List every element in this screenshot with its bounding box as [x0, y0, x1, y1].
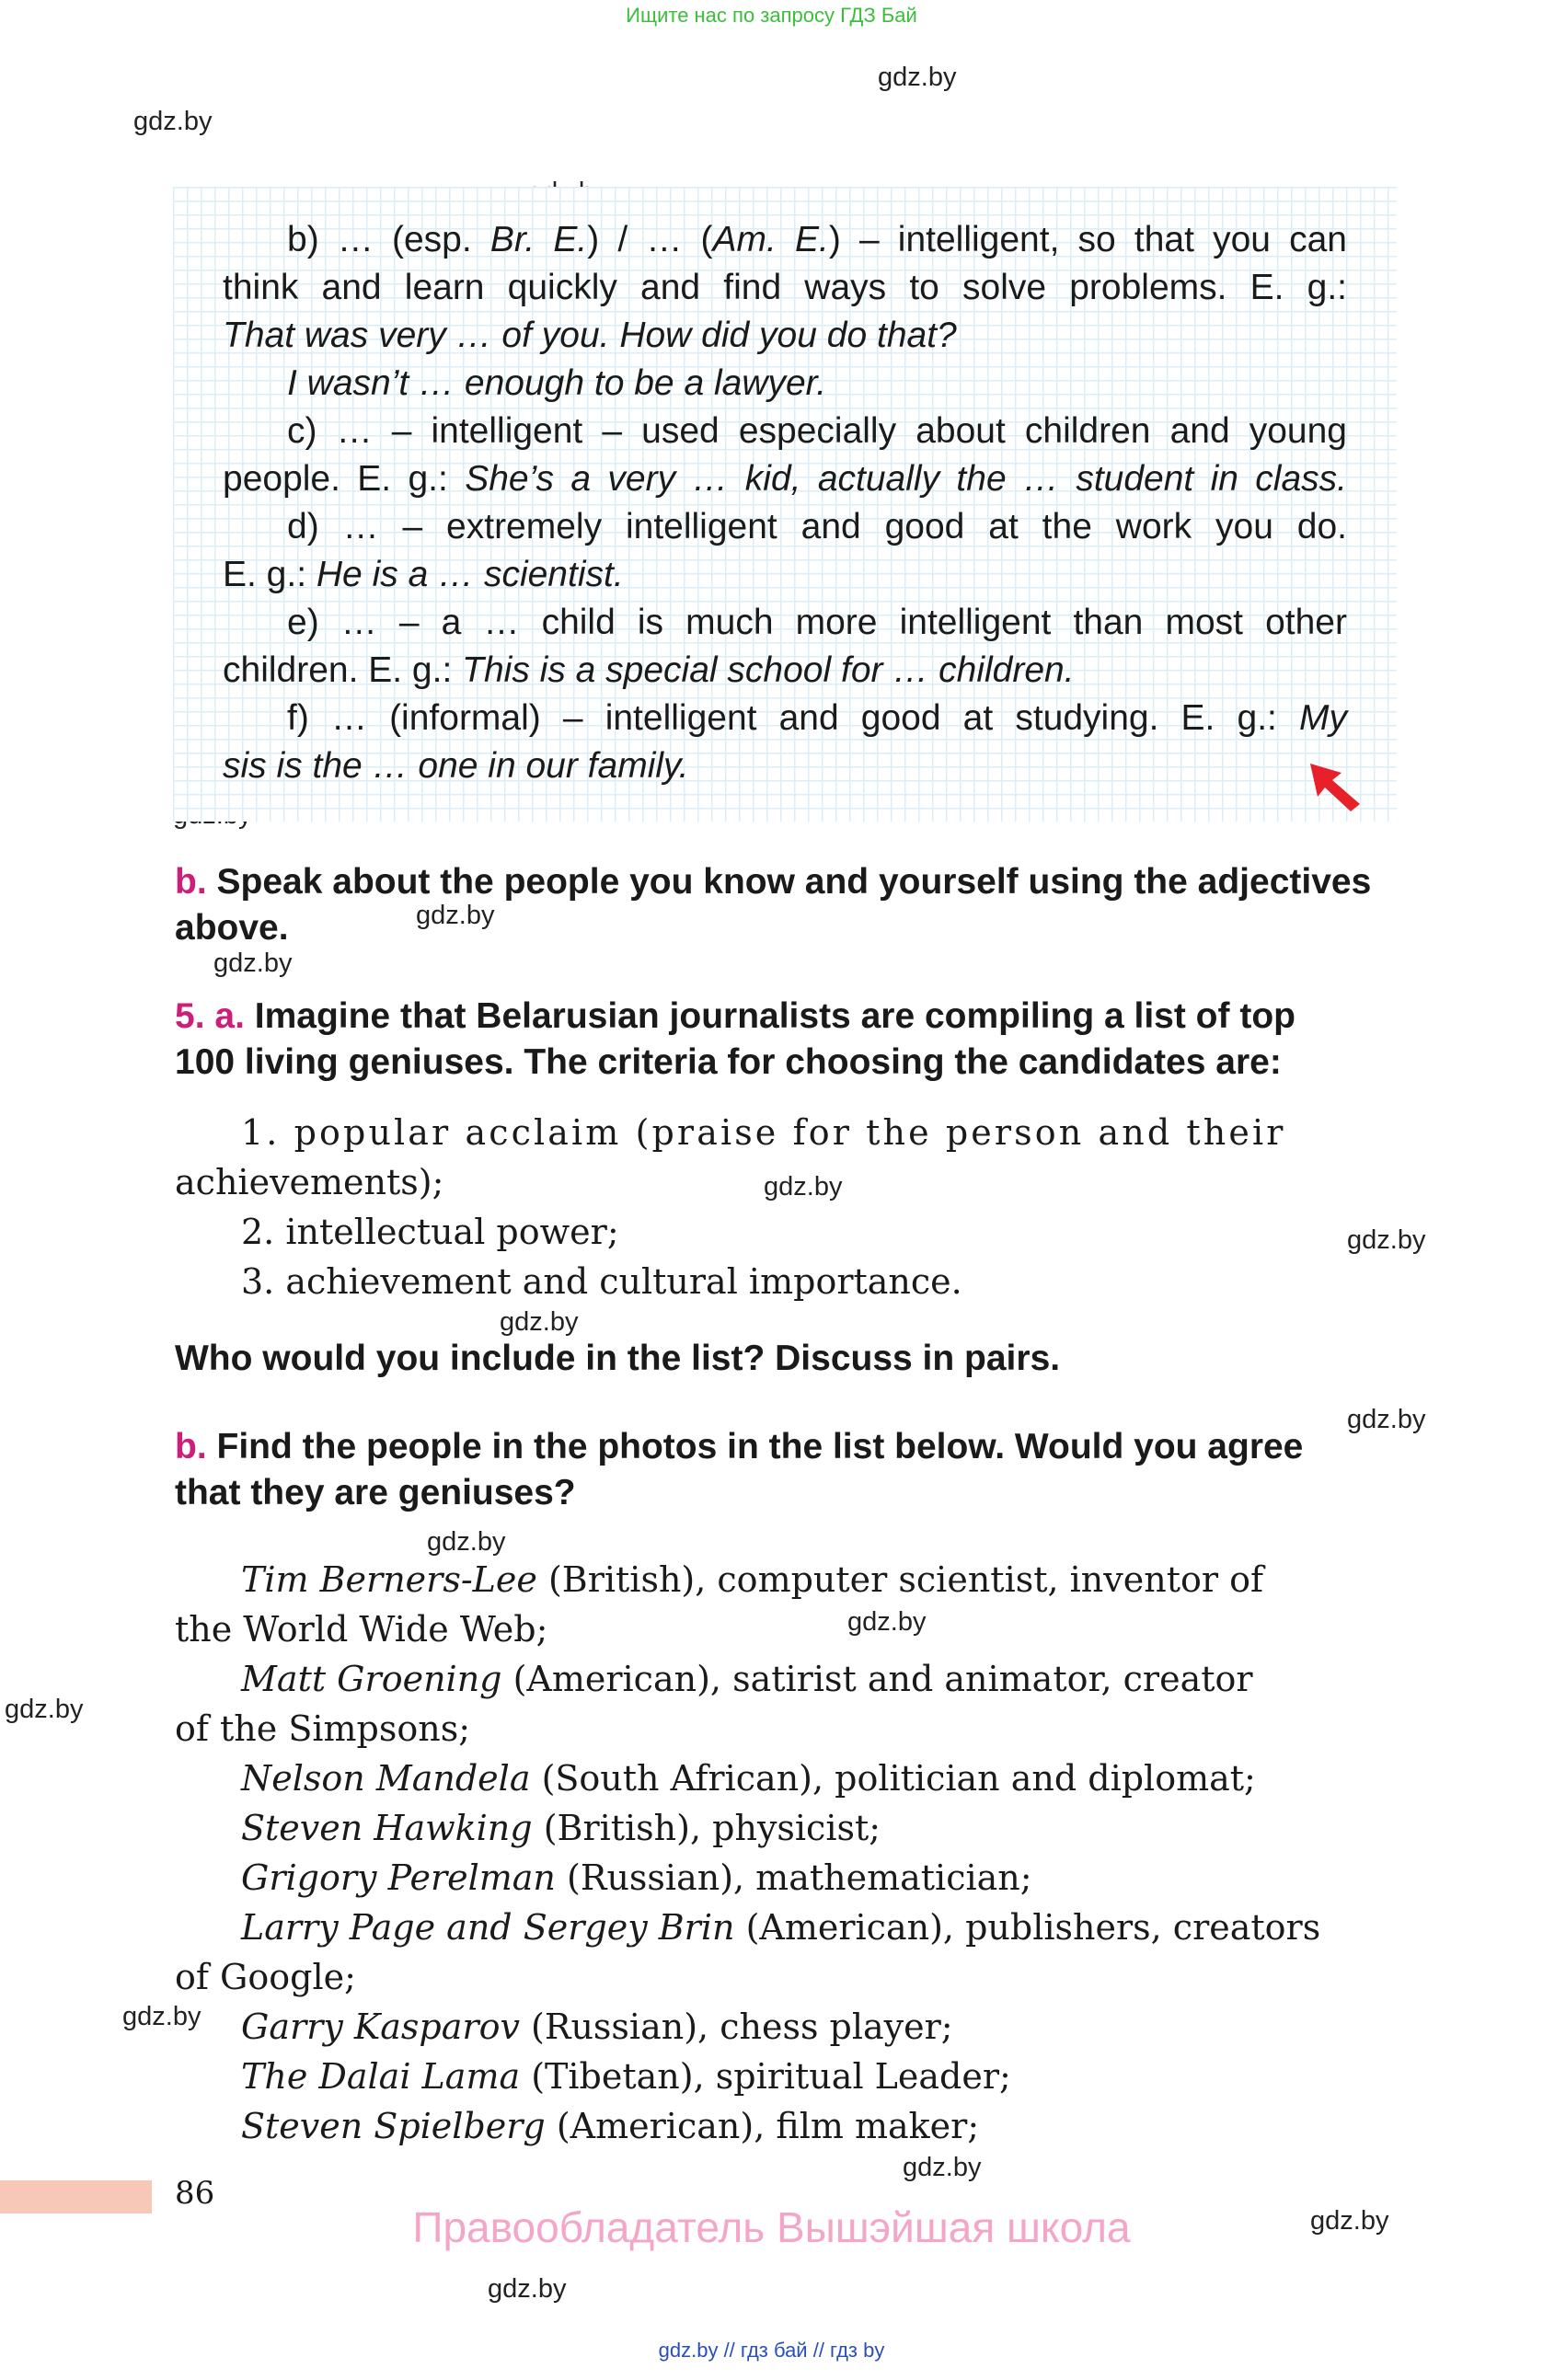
person-description: (American), publishers, creators [734, 1907, 1321, 1948]
person-name: Steven Spielberg [241, 2106, 546, 2146]
person-description: (American), satirist and animator, creator [501, 1659, 1253, 1699]
criteria-item-1: 1. popular acclaim (praise for the person and their [241, 1112, 1286, 1153]
definition-text: f) … (informal) – intelligent and good at studying. E. g.: [287, 698, 1299, 738]
task-4b-text: Speak about the people you know and yourself using the adjectives [216, 862, 1372, 902]
person-description: the World Wide Web; [175, 1609, 548, 1650]
person-entry [241, 1803, 881, 1853]
definition-text: c) … – intelligent – used especially about children and young [287, 411, 1347, 451]
definition-line [287, 408, 1347, 455]
example-text: Am. E. [712, 220, 829, 259]
example-text: This is a special school for … children. [462, 650, 1075, 690]
definition-line [223, 647, 1347, 695]
person-entry [175, 1604, 547, 1654]
person-description: (American), film maker; [545, 2106, 980, 2146]
task-5b-line2: that they are geniuses? [175, 1473, 576, 1512]
watermark: gdz.by [500, 1307, 579, 1337]
definition-line [223, 551, 1347, 599]
example-text: She’s a very … kid, actually the … student in class. [465, 459, 1347, 499]
watermark: gdz.by [133, 107, 213, 136]
definition-text: people. E. g.: [223, 459, 466, 499]
person-name: The Dalai Lama [241, 2056, 521, 2097]
task-5a-text: Imagine that Belarusian journalists are compiling a list of top [254, 996, 1295, 1036]
person-entry [241, 2002, 953, 2052]
task-5b-line1 [175, 1424, 1303, 1470]
definition-text: e) … – a … child is much more intelligent than most other [287, 603, 1347, 642]
definition-line [287, 599, 1347, 647]
definition-text: ) – intelligent, so that you can [828, 220, 1348, 259]
person-entry [241, 1853, 1032, 1903]
person-name: Nelson Mandela [241, 1758, 531, 1799]
top-banner[interactable]: Ищите нас по запросу ГДЗ Бай [626, 4, 917, 27]
criteria-item-2: 2. intellectual power; [241, 1212, 619, 1252]
example-text: Br. E. [489, 220, 588, 259]
definition-text: b) … (esp. [287, 220, 490, 259]
person-description: of Google; [175, 1957, 356, 1997]
person-name: Garry Kasparov [241, 2006, 520, 2047]
bottom-links[interactable]: gdz.by // гдз бай // гдз by [658, 2339, 885, 2362]
definition-line [287, 503, 1347, 551]
person-description: (Russian), chess player; [519, 2006, 953, 2047]
watermark: gdz.by [1347, 1405, 1426, 1434]
person-name: Matt Groening [241, 1659, 502, 1699]
person-entry [241, 1753, 1256, 1803]
person-name: Grigory Perelman [241, 1857, 556, 1898]
watermark: gdz.by [878, 63, 957, 92]
task-5b-text: Find the people in the photos in the list below. Would you agree [216, 1427, 1304, 1466]
page-number: 86 [175, 2175, 215, 2212]
task-5a-line1 [175, 994, 1295, 1040]
example-text: He is a … scientist. [316, 555, 624, 594]
person-entry [175, 1704, 470, 1753]
definition-line [223, 264, 1347, 312]
task-4b-line2: above. [175, 908, 289, 948]
example-text: I wasn’t … enough to be a lawyer. [287, 363, 827, 403]
criteria-item-1-cont: achievements); [175, 1162, 444, 1202]
definition-line [223, 742, 1347, 790]
person-description: (British), physicist; [532, 1808, 881, 1848]
definition-line [287, 216, 1347, 264]
person-entry [241, 1555, 1263, 1604]
watermark: gdz.by [1347, 1225, 1426, 1255]
definition-line [223, 312, 1347, 360]
person-description: (Russian), mathematician; [555, 1857, 1032, 1898]
task-4b-line1 [175, 859, 1371, 905]
watermark: gdz.by [213, 949, 293, 978]
watermark: gdz.by [5, 1695, 84, 1724]
person-description: (South African), politician and diplomat; [530, 1758, 1256, 1799]
person-entry [175, 1952, 356, 2002]
example-text: That was very … of you. How did you do that? [223, 316, 957, 355]
definition-line [287, 695, 1347, 742]
watermark: gdz.by [764, 1172, 843, 1201]
person-description: of the Simpsons; [175, 1708, 471, 1749]
watermark: gdz.by [427, 1527, 506, 1557]
definition-text: ) / … ( [587, 220, 713, 259]
watermark: gdz.by [847, 1607, 927, 1637]
watermark: gdz.by [488, 2274, 567, 2304]
person-name: Larry Page and Sergey Brin [241, 1907, 735, 1948]
task-5-number: 5. [175, 996, 205, 1036]
person-name: Steven Hawking [241, 1808, 533, 1848]
definition-line [287, 360, 1347, 408]
task-5a-label: a. [214, 996, 245, 1036]
definition-text: d) … – extremely intelligent and good at the work you do. [287, 507, 1347, 546]
task-5a-line2: 100 living geniuses. The criteria for choosing the candidates are: [175, 1042, 1282, 1082]
task-5b-label: b. [175, 1427, 207, 1466]
definition-text: E. g.: [223, 555, 317, 594]
example-text: sis is the … one in our family. [223, 746, 689, 786]
discuss-instruction: Who would you include in the list? Discuss in pairs. [175, 1339, 1061, 1378]
watermark: gdz.by [1310, 2206, 1389, 2236]
task-4b-label: b. [175, 862, 207, 902]
person-entry [241, 1903, 1320, 1952]
watermark: gdz.by [903, 2153, 982, 2182]
person-name: Tim Berners-Lee [241, 1559, 537, 1600]
example-text: My [1299, 698, 1347, 738]
definition-text: think and learn quickly and find ways to solve problems. E. g.: [223, 268, 1347, 307]
person-description: (Tibetan), spiritual Leader; [520, 2056, 1011, 2097]
watermark: gdz.by [416, 901, 495, 930]
definition-line [223, 455, 1347, 503]
person-entry [241, 2101, 979, 2151]
person-entry [241, 2052, 1011, 2101]
definition-text: children. E. g.: [223, 650, 463, 690]
person-entry [241, 1654, 1253, 1704]
criteria-item-3: 3. achievement and cultural importance. [241, 1261, 962, 1302]
red-arrow-icon [1307, 760, 1371, 815]
watermark: gdz.by [122, 2002, 202, 2031]
person-description: (British), computer scientist, inventor of [536, 1559, 1264, 1600]
copyright-owner: Правообладатель Вышэйшая школа [412, 2203, 1131, 2251]
